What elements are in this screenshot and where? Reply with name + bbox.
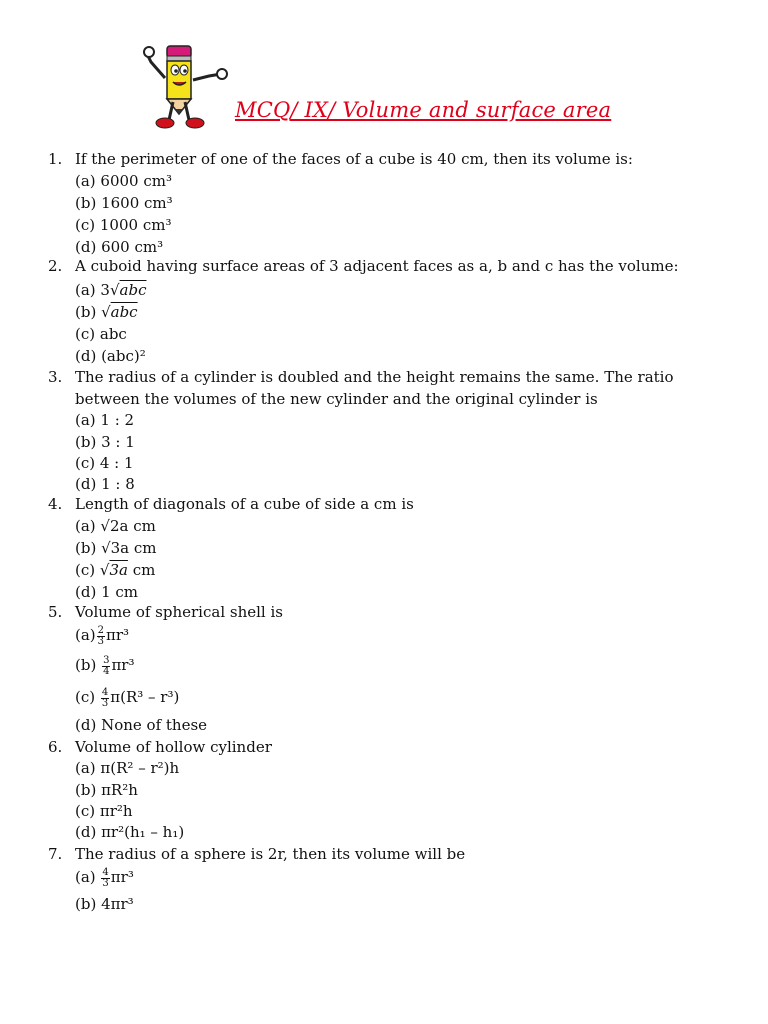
option: (d) πr²(h₁ – h₁) xyxy=(75,823,185,841)
option: (b) πR²h xyxy=(75,781,138,799)
formula: πr³ xyxy=(106,626,130,644)
option: (c) 1000 cm³ xyxy=(75,216,172,234)
page-title: MCQ/ IX/ Volume and surface area xyxy=(235,98,612,122)
option: (d) 1 cm xyxy=(75,583,139,601)
question-number: 3. xyxy=(48,368,63,386)
option: (d) 1 : 8 xyxy=(75,475,135,493)
option: (d) None of these xyxy=(75,716,208,734)
option-label: (b) xyxy=(75,656,102,674)
pencil-mascot-icon xyxy=(143,40,228,132)
fraction: $\frac{4}{3}$ xyxy=(101,686,109,709)
question-number: 6. xyxy=(48,738,63,756)
option-label: (c) √ xyxy=(75,561,110,579)
option: (a) √2a cm xyxy=(75,517,156,535)
option: (b) 4πr³ xyxy=(75,895,134,913)
option-label: (a) xyxy=(75,626,96,644)
option: (b) √3a cm xyxy=(75,539,157,557)
option: (c) abc xyxy=(75,325,127,343)
option xyxy=(75,559,155,581)
option xyxy=(75,866,134,889)
question-text: Volume of spherical shell is xyxy=(75,603,283,621)
question-text: If the perimeter of one of the faces of a cube is 40 cm, then its volume is: xyxy=(75,150,633,168)
option: (c) πr²h xyxy=(75,802,133,820)
root-term: 3a xyxy=(109,561,128,579)
option xyxy=(75,624,129,647)
option: (c) 4 : 1 xyxy=(75,454,134,472)
unit: cm xyxy=(127,561,156,579)
question-text: The radius of a sphere is 2r, then its volume will be xyxy=(75,845,466,863)
option: (b) 1600 cm³ xyxy=(75,194,173,212)
option-label: (b) √ xyxy=(75,303,111,321)
formula: π(R³ – r³) xyxy=(110,688,180,706)
root-term: abc xyxy=(119,281,147,299)
formula: πr³ xyxy=(111,656,135,674)
root-term: abc xyxy=(110,303,138,321)
option xyxy=(75,301,138,323)
fraction: $\frac{2}{3}$ xyxy=(97,624,105,647)
question-text: Length of diagonals of a cube of side a cm is xyxy=(75,495,414,513)
question-text-continued: between the volumes of the new cylinder and the original cylinder is xyxy=(75,390,598,408)
question-text: The radius of a cylinder is doubled and the height remains the same. The ratio xyxy=(75,368,674,386)
option: (b) 3 : 1 xyxy=(75,433,135,451)
question-number: 5. xyxy=(48,603,63,621)
option xyxy=(75,654,135,677)
option: (d) (abc)² xyxy=(75,347,146,365)
option xyxy=(75,279,146,301)
fraction: $\frac{4}{3}$ xyxy=(102,866,109,889)
question-text: A cuboid having surface areas of 3 adjacent faces as a, b and c has the volume: xyxy=(75,257,679,275)
fraction: $\frac{3}{4}$ xyxy=(103,654,110,677)
option-label: (a) xyxy=(75,868,101,886)
option: (a) π(R² – r²)h xyxy=(75,759,180,777)
formula: πr³ xyxy=(110,868,134,886)
option xyxy=(75,686,179,709)
question-number: 7. xyxy=(48,845,63,863)
question-number: 4. xyxy=(48,495,63,513)
question-text: Volume of hollow cylinder xyxy=(75,738,272,756)
question-number: 1. xyxy=(48,150,63,168)
option: (d) 600 cm³ xyxy=(75,238,164,256)
question-number: 2. xyxy=(48,257,63,275)
option: (a) 6000 cm³ xyxy=(75,172,172,190)
option-label: (c) xyxy=(75,688,100,706)
option-label: (a) 3√ xyxy=(75,281,120,299)
option: (a) 1 : 2 xyxy=(75,411,135,429)
